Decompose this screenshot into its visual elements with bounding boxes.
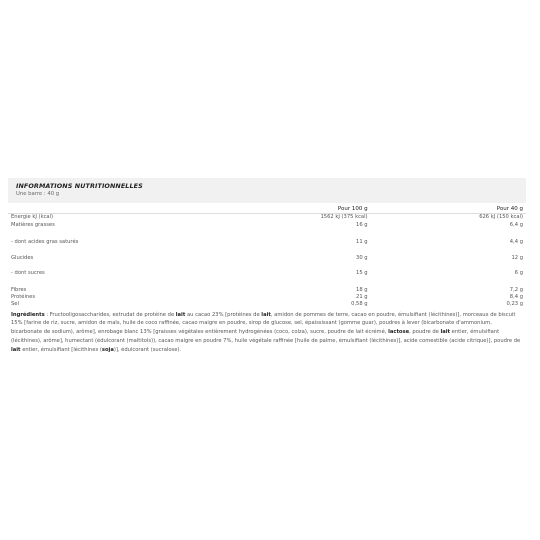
value-40g: 7,2 g — [509, 286, 523, 293]
table-row — [8, 234, 526, 252]
table-row — [8, 294, 526, 301]
table-row — [8, 266, 526, 282]
value-40g: 4,4 g — [509, 238, 523, 245]
row-label: Matières grasses — [11, 221, 55, 228]
value-100g: 1562 kJ (375 kcal) — [320, 214, 368, 220]
ingredients-fragment: : Fructooligosaccharides, extrudat de protéine de — [44, 311, 176, 318]
per-40g-header: Pour 40 g — [496, 206, 523, 212]
value-100g: 30 g — [356, 254, 368, 261]
nutrition-table — [8, 203, 526, 308]
allergen-text: soja — [101, 347, 114, 354]
value-100g: 21 g — [356, 293, 368, 300]
ingredients-fragment: )], édulcorant (sucralose). — [113, 347, 182, 354]
allergen-text: lactose — [388, 329, 410, 336]
nutrition-title: INFORMATIONS NUTRITIONNELLES — [16, 182, 143, 190]
allergen-text: lait — [261, 311, 271, 318]
table-header-row — [8, 203, 526, 214]
row-label: Energie kJ (kcal) — [11, 214, 54, 220]
table-row — [8, 214, 526, 222]
value-100g: 11 g — [356, 238, 368, 245]
ingredients-body — [11, 312, 520, 354]
value-40g: 6 g — [514, 269, 523, 276]
ingredients-fragment: , amidon de pommes de terre, cacao en poudre, émulsifiant (lécithines)], morceaux de biscuit 15% [farine de riz, sucre, amidon de maïs, huile de coco raffinée, cacao maigre en poudre, sirop de glucose, sel, épaississant (gomme guar), poudres à lever (bicarbonate d'ammonium, bicarbonate de sodium), arôme], enrobage blanc 13% [graisses végétales entièrement hydrogénées (coco, colza), sucre, poudre de lait écrémé, — [11, 311, 516, 336]
ingredients-fragment: au cacao 23% [protéines de — [185, 311, 262, 318]
nutrition-header — [8, 178, 526, 203]
nutrition-panel — [8, 178, 526, 357]
allergen-text: lait — [440, 329, 450, 336]
value-40g: 8,4 g — [509, 293, 523, 300]
value-40g: 6,4 g — [509, 221, 523, 228]
table-row — [8, 252, 526, 266]
table-row — [8, 301, 526, 308]
serving-size: Une barre : 40 g — [16, 191, 60, 197]
row-label: - dont sucres — [11, 269, 45, 276]
value-40g: 626 kJ (150 kcal) — [479, 214, 523, 220]
per-100g-header: Pour 100 g — [337, 206, 368, 212]
ingredients-label: Ingrédients — [11, 311, 45, 318]
label-column-header — [8, 203, 215, 214]
row-label: Fibres — [11, 286, 27, 293]
table-row — [8, 282, 526, 294]
ingredients-fragment: , poudre de — [409, 329, 441, 336]
row-label: Protéines — [11, 293, 36, 300]
value-100g: 15 g — [356, 269, 368, 276]
row-label: Sel — [11, 300, 19, 307]
value-100g: 16 g — [356, 221, 368, 228]
value-100g: 0,58 g — [351, 300, 368, 307]
allergen-text: lait — [175, 311, 186, 318]
value-40g: 0,23 g — [506, 300, 523, 307]
ingredients-fragment: entier, émulsifiant [lécithines ( — [20, 347, 102, 354]
ingredients-text — [8, 309, 526, 358]
allergen-text: lait — [11, 347, 21, 354]
value-40g: 12 g — [511, 254, 523, 261]
ingredients-fragment: entier, émulsifiant (lécithines), arôme], humectant (édulcorant (maltitols)), cacao maigre en poudre 7%, huile végétale raffinée [huile de palme, émulsifiant (lécithines)], acide comestible (acide citrique)], poudre de — [11, 329, 521, 345]
row-label: Glucides — [11, 254, 34, 261]
value-100g: 18 g — [356, 286, 368, 293]
row-label: - dont acides gras saturés — [11, 238, 79, 245]
table-row — [8, 222, 526, 234]
